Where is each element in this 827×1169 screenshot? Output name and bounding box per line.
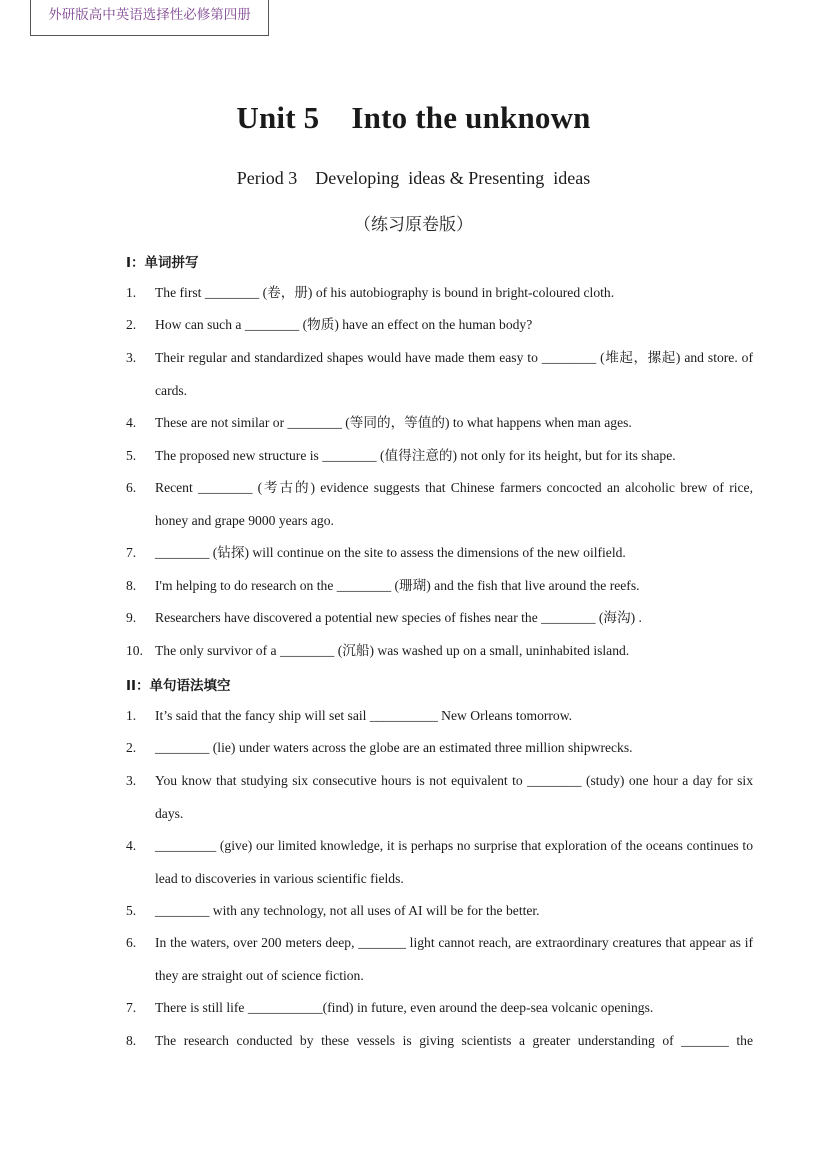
item-text: How can such a ________ (物质) have an effect on the human body? (155, 317, 533, 332)
grammar-item (126, 895, 753, 928)
item-text: The research conducted by these vessels is giving scientists a greater understanding of _______ the (155, 1033, 753, 1048)
item-number: 10. (126, 643, 143, 658)
item-text: The first ________ (卷，册) of his autobiography is bound in bright-coloured cloth. (155, 285, 615, 300)
section-heading-vocab: I：单词拼写 (126, 255, 199, 271)
vocab-item (126, 440, 753, 473)
grammar-item (126, 732, 753, 765)
title-unit: Unit 5 (236, 100, 320, 135)
item-text: These are not similar or ________ (等同的，等值的) to what happens when man ages. (155, 415, 632, 430)
header-tag: 外研版高中英语选择性必修第四册 (30, 0, 269, 36)
item-number: 9. (126, 610, 137, 625)
version-label: （练习原卷版） (354, 215, 473, 235)
page-title (0, 100, 827, 136)
item-text: There is still life ___________(find) in future, even around the deep-sea volcanic openings. (155, 1000, 654, 1015)
item-number: 7. (126, 545, 137, 560)
grammar-item (126, 927, 753, 992)
item-text: In the waters, over 200 meters deep, _______ light cannot reach, are extraordinary creatures that appear as if they are straight out of science fiction. (155, 935, 753, 983)
item-number: 6. (126, 935, 137, 950)
vocab-item (126, 309, 753, 342)
vocab-item (126, 570, 753, 603)
item-text: _________ (give) our limited knowledge, it is perhaps no surprise that exploration of the oceans continues to lead to discoveries in various scientific fields. (155, 838, 753, 886)
item-number: 5. (126, 448, 137, 463)
item-text: ________ (钻探) will continue on the site to assess the dimensions of the new oilfield. (155, 545, 626, 560)
item-text: The only survivor of a ________ (沉船) was washed up on a small, uninhabited island. (155, 643, 630, 658)
grammar-item (126, 700, 753, 733)
item-number: 7. (126, 1000, 137, 1015)
item-number: 4. (126, 838, 137, 853)
item-text: ________ (lie) under waters across the globe are an estimated three million shipwrecks. (155, 740, 633, 755)
item-number: 2. (126, 740, 137, 755)
grammar-item (126, 830, 753, 895)
item-number: 1. (126, 285, 137, 300)
item-text: Their regular and standardized shapes would have made them easy to ________ (堆起，摞起) and store. of cards. (155, 350, 753, 398)
vocab-item (126, 407, 753, 440)
grammar-item (126, 992, 753, 1025)
item-text: You know that studying six consecutive hours is not equivalent to ________ (study) one hour a day for six days. (155, 773, 753, 821)
grammar-item (126, 765, 753, 830)
subtitle (0, 168, 827, 189)
vocab-item (126, 277, 753, 310)
title-name: Into the unknown (351, 100, 591, 135)
item-number: 3. (126, 350, 137, 365)
item-number: 8. (126, 578, 137, 593)
item-number: 6. (126, 480, 137, 495)
item-text: ________ with any technology, not all uses of AI will be for the better. (155, 903, 540, 918)
item-number: 1. (126, 708, 137, 723)
item-text: The proposed new structure is ________ (值得注意的) not only for its height, but for its shape. (155, 448, 676, 463)
vocab-item (126, 537, 753, 570)
section-heading-grammar: II：单句语法填空 (126, 678, 231, 694)
subtitle-period: Period 3 (236, 168, 298, 188)
subtitle-topic: Developing ideas & Presenting ideas (315, 168, 591, 188)
item-text: It’s said that the fancy ship will set sail __________ New Orleans tomorrow. (155, 708, 573, 723)
item-number: 4. (126, 415, 137, 430)
item-number: 8. (126, 1033, 137, 1048)
grammar-item (126, 1025, 753, 1058)
item-text: I'm helping to do research on the ________ (珊瑚) and the fish that live around the reefs. (155, 578, 640, 593)
item-number: 2. (126, 317, 137, 332)
item-number: 3. (126, 773, 137, 788)
vocab-item (126, 602, 753, 635)
item-text: Researchers have discovered a potential new species of fishes near the ________ (海沟) . (155, 610, 642, 625)
item-number: 5. (126, 903, 137, 918)
vocab-item (126, 472, 753, 537)
vocab-item (126, 635, 753, 668)
item-text: Recent ________ (考古的) evidence suggests that Chinese farmers concocted an alcoholic brew of rice, honey and grape 9000 years ago. (155, 480, 753, 528)
vocab-item (126, 342, 753, 407)
